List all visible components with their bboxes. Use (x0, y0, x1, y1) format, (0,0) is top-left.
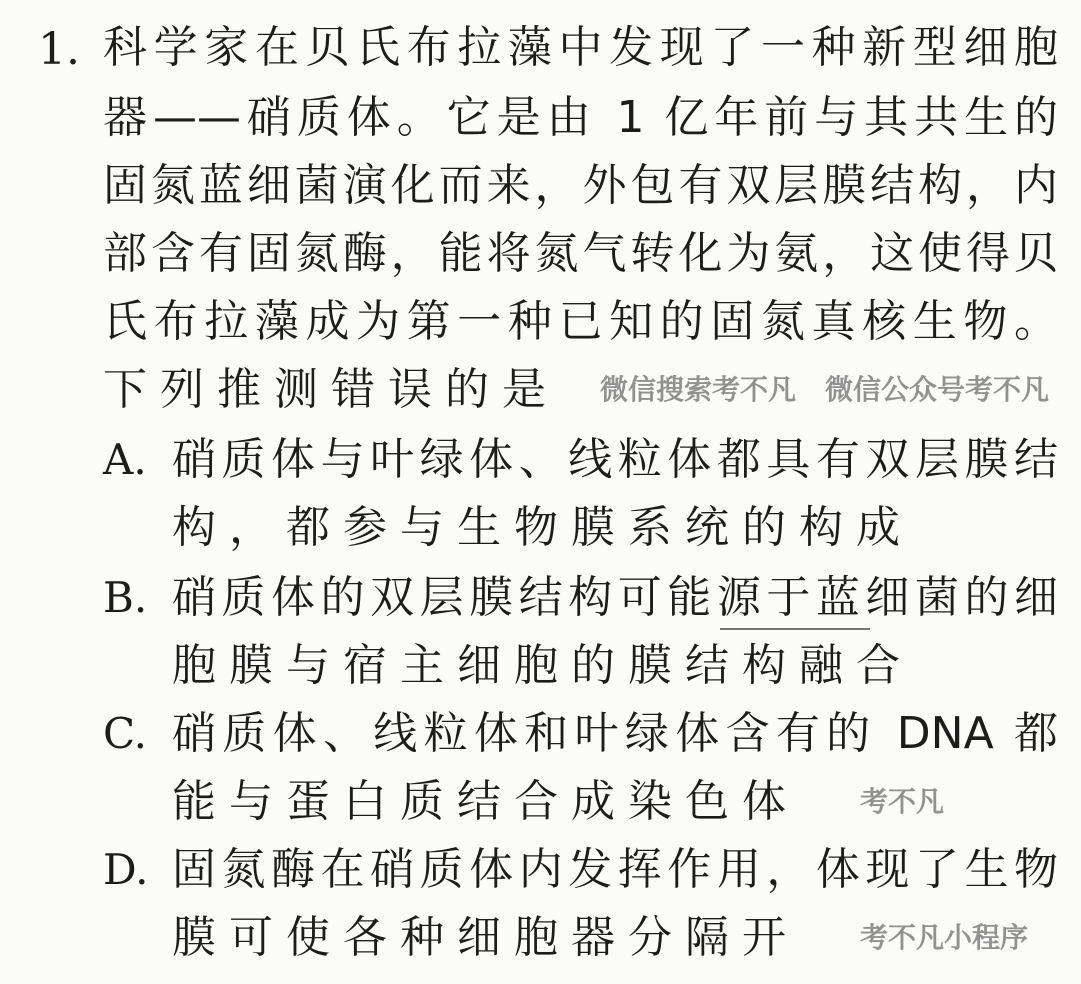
option-text: 胞膜与宿主细胞的膜结构融合 (172, 640, 913, 691)
option-label: D. (103, 845, 149, 894)
option-text: 构，都参与生物膜系统的构成 (172, 502, 913, 553)
stem-line: 固氮蓝细菌演化而来，外包有双层膜结构，内 (103, 160, 1058, 211)
option-text: 硝质体、线粒体和叶绿体含有的 DNA 都 (172, 708, 1058, 759)
watermark: 微信公众号考不凡 (825, 373, 1050, 406)
option-label: A. (103, 435, 147, 484)
stem-line: 氏布拉藻成为第一种已知的固氮真核生物。 (103, 296, 1058, 347)
option-text: 硝质体与叶绿体、线粒体都具有双层膜结 (172, 434, 1058, 485)
stem-line: 科学家在贝氏布拉藻中发现了一种新型细胞 (103, 22, 1058, 73)
question-number: 1. (38, 24, 80, 75)
option-label: B. (103, 573, 148, 622)
watermark: 考不凡 (860, 785, 945, 818)
watermark: 微信搜索考不凡 (600, 373, 797, 406)
option-text: 膜可使各种细胞器分隔开 (172, 912, 799, 963)
watermark: 考不凡小程序 (860, 921, 1029, 954)
option-label: C. (103, 709, 147, 758)
underline-mark (720, 628, 870, 630)
option-text: 能与蛋白质结合成染色体 (172, 776, 799, 827)
stem-line: 部含有固氮酶，能将氮气转化为氨，这使得贝 (103, 228, 1058, 279)
option-text: 硝质体的双层膜结构可能源于蓝细菌的细 (172, 572, 1058, 623)
option-text: 固氮酶在硝质体内发挥作用，体现了生物 (172, 844, 1058, 895)
stem-line: 器——硝质体。它是由 1 亿年前与其共生的 (103, 92, 1058, 143)
stem-line: 下列推测错误的是 (103, 364, 559, 415)
